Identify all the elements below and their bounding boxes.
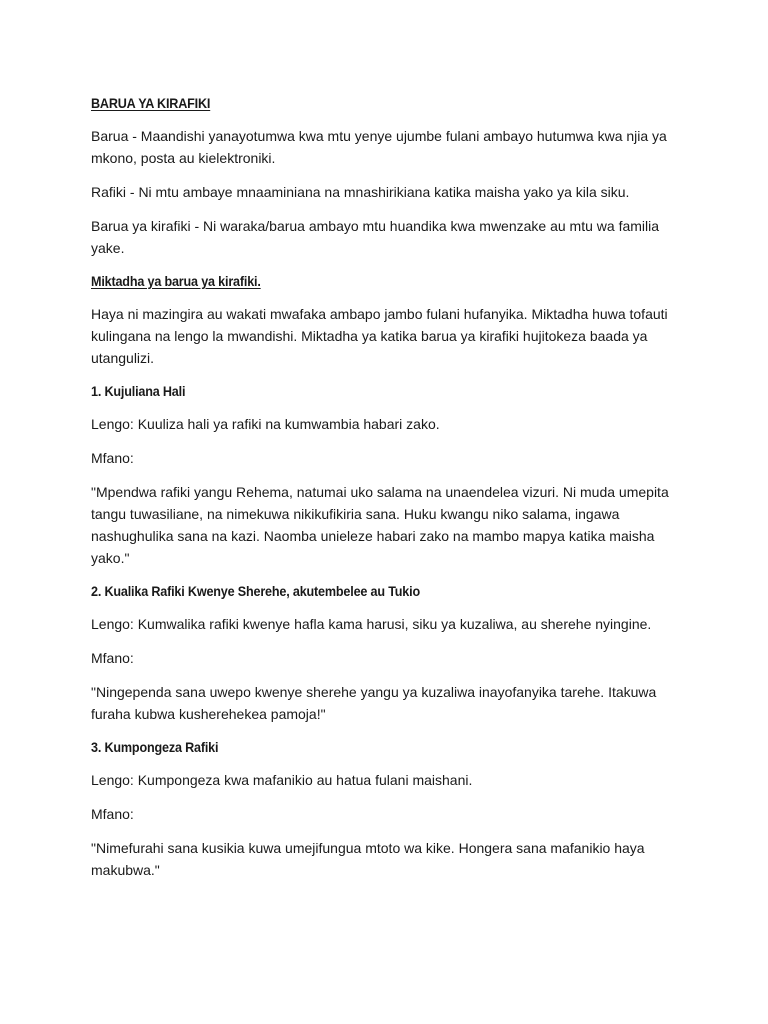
context-intro: Haya ni mazingira au wakati mwafaka ambapo jambo fulani hufanyika. Miktadha huwa tofauti kulingana na lengo la mwandishi. Miktadha ya katika barua ya kirafiki hujitokeza baada ya utangulizi. (91, 306, 668, 366)
section-1-mfano-label: Mfano: (91, 450, 134, 466)
section-1-lengo: Lengo: Kuuliza hali ya rafiki na kumwambia habari zako. (91, 416, 440, 432)
section-2-mfano-label: Mfano: (91, 650, 134, 666)
section-heading-3: 3. Kumpongeza Rafiki (91, 739, 219, 755)
section-3-mfano-label: Mfano: (91, 806, 134, 822)
definition-barua-ya-kirafiki: Barua ya kirafiki - Ni waraka/barua ambayo mtu huandika kwa mwenzake au mtu wa familia yake. (91, 218, 660, 256)
section-3-example: "Nimefurahi sana kusikia kuwa umejifungua mtoto wa kike. Hongera sana mafanikio haya makubwa." (91, 840, 645, 878)
definition-rafiki: Rafiki - Ni mtu ambaye mnaaminiana na mnashirikiana katika maisha yako ya kila siku. (91, 184, 630, 200)
section-3-lengo: Lengo: Kumpongeza kwa mafanikio au hatua fulani maishani. (91, 772, 473, 788)
document-title: BARUA YA KIRAFIKI (91, 95, 211, 111)
section-2-example: "Ningependa sana uwepo kwenye sherehe yangu ya kuzaliwa inayofanyika tarehe. Itakuwa furaha kubwa kusherehekea pamoja!" (91, 684, 657, 722)
definition-barua: Barua - Maandishi yanayotumwa kwa mtu yenye ujumbe fulani ambayo hutumwa kwa njia ya mkono, posta au kielektroniki. (91, 128, 667, 166)
context-heading: Miktadha ya barua ya kirafiki. (91, 273, 261, 289)
section-1-example: "Mpendwa rafiki yangu Rehema, natumai uko salama na unaendelea vizuri. Ni muda umepita tangu tuwasiliane, na nimekuwa nikikufikiria sana. Huku kwangu niko salama, ingawa nashughulika sana na kazi. Naomba unieleze habari zako na mambo mapya katika maisha yako." (91, 484, 669, 566)
section-2-lengo: Lengo: Kumwalika rafiki kwenye hafla kama harusi, siku ya kuzaliwa, au sherehe nyingine. (91, 616, 652, 632)
section-heading-2: 2. Kualika Rafiki Kwenye Sherehe, akutembelee au Tukio (91, 583, 420, 599)
section-heading-1: 1. Kujuliana Hali (91, 383, 186, 399)
